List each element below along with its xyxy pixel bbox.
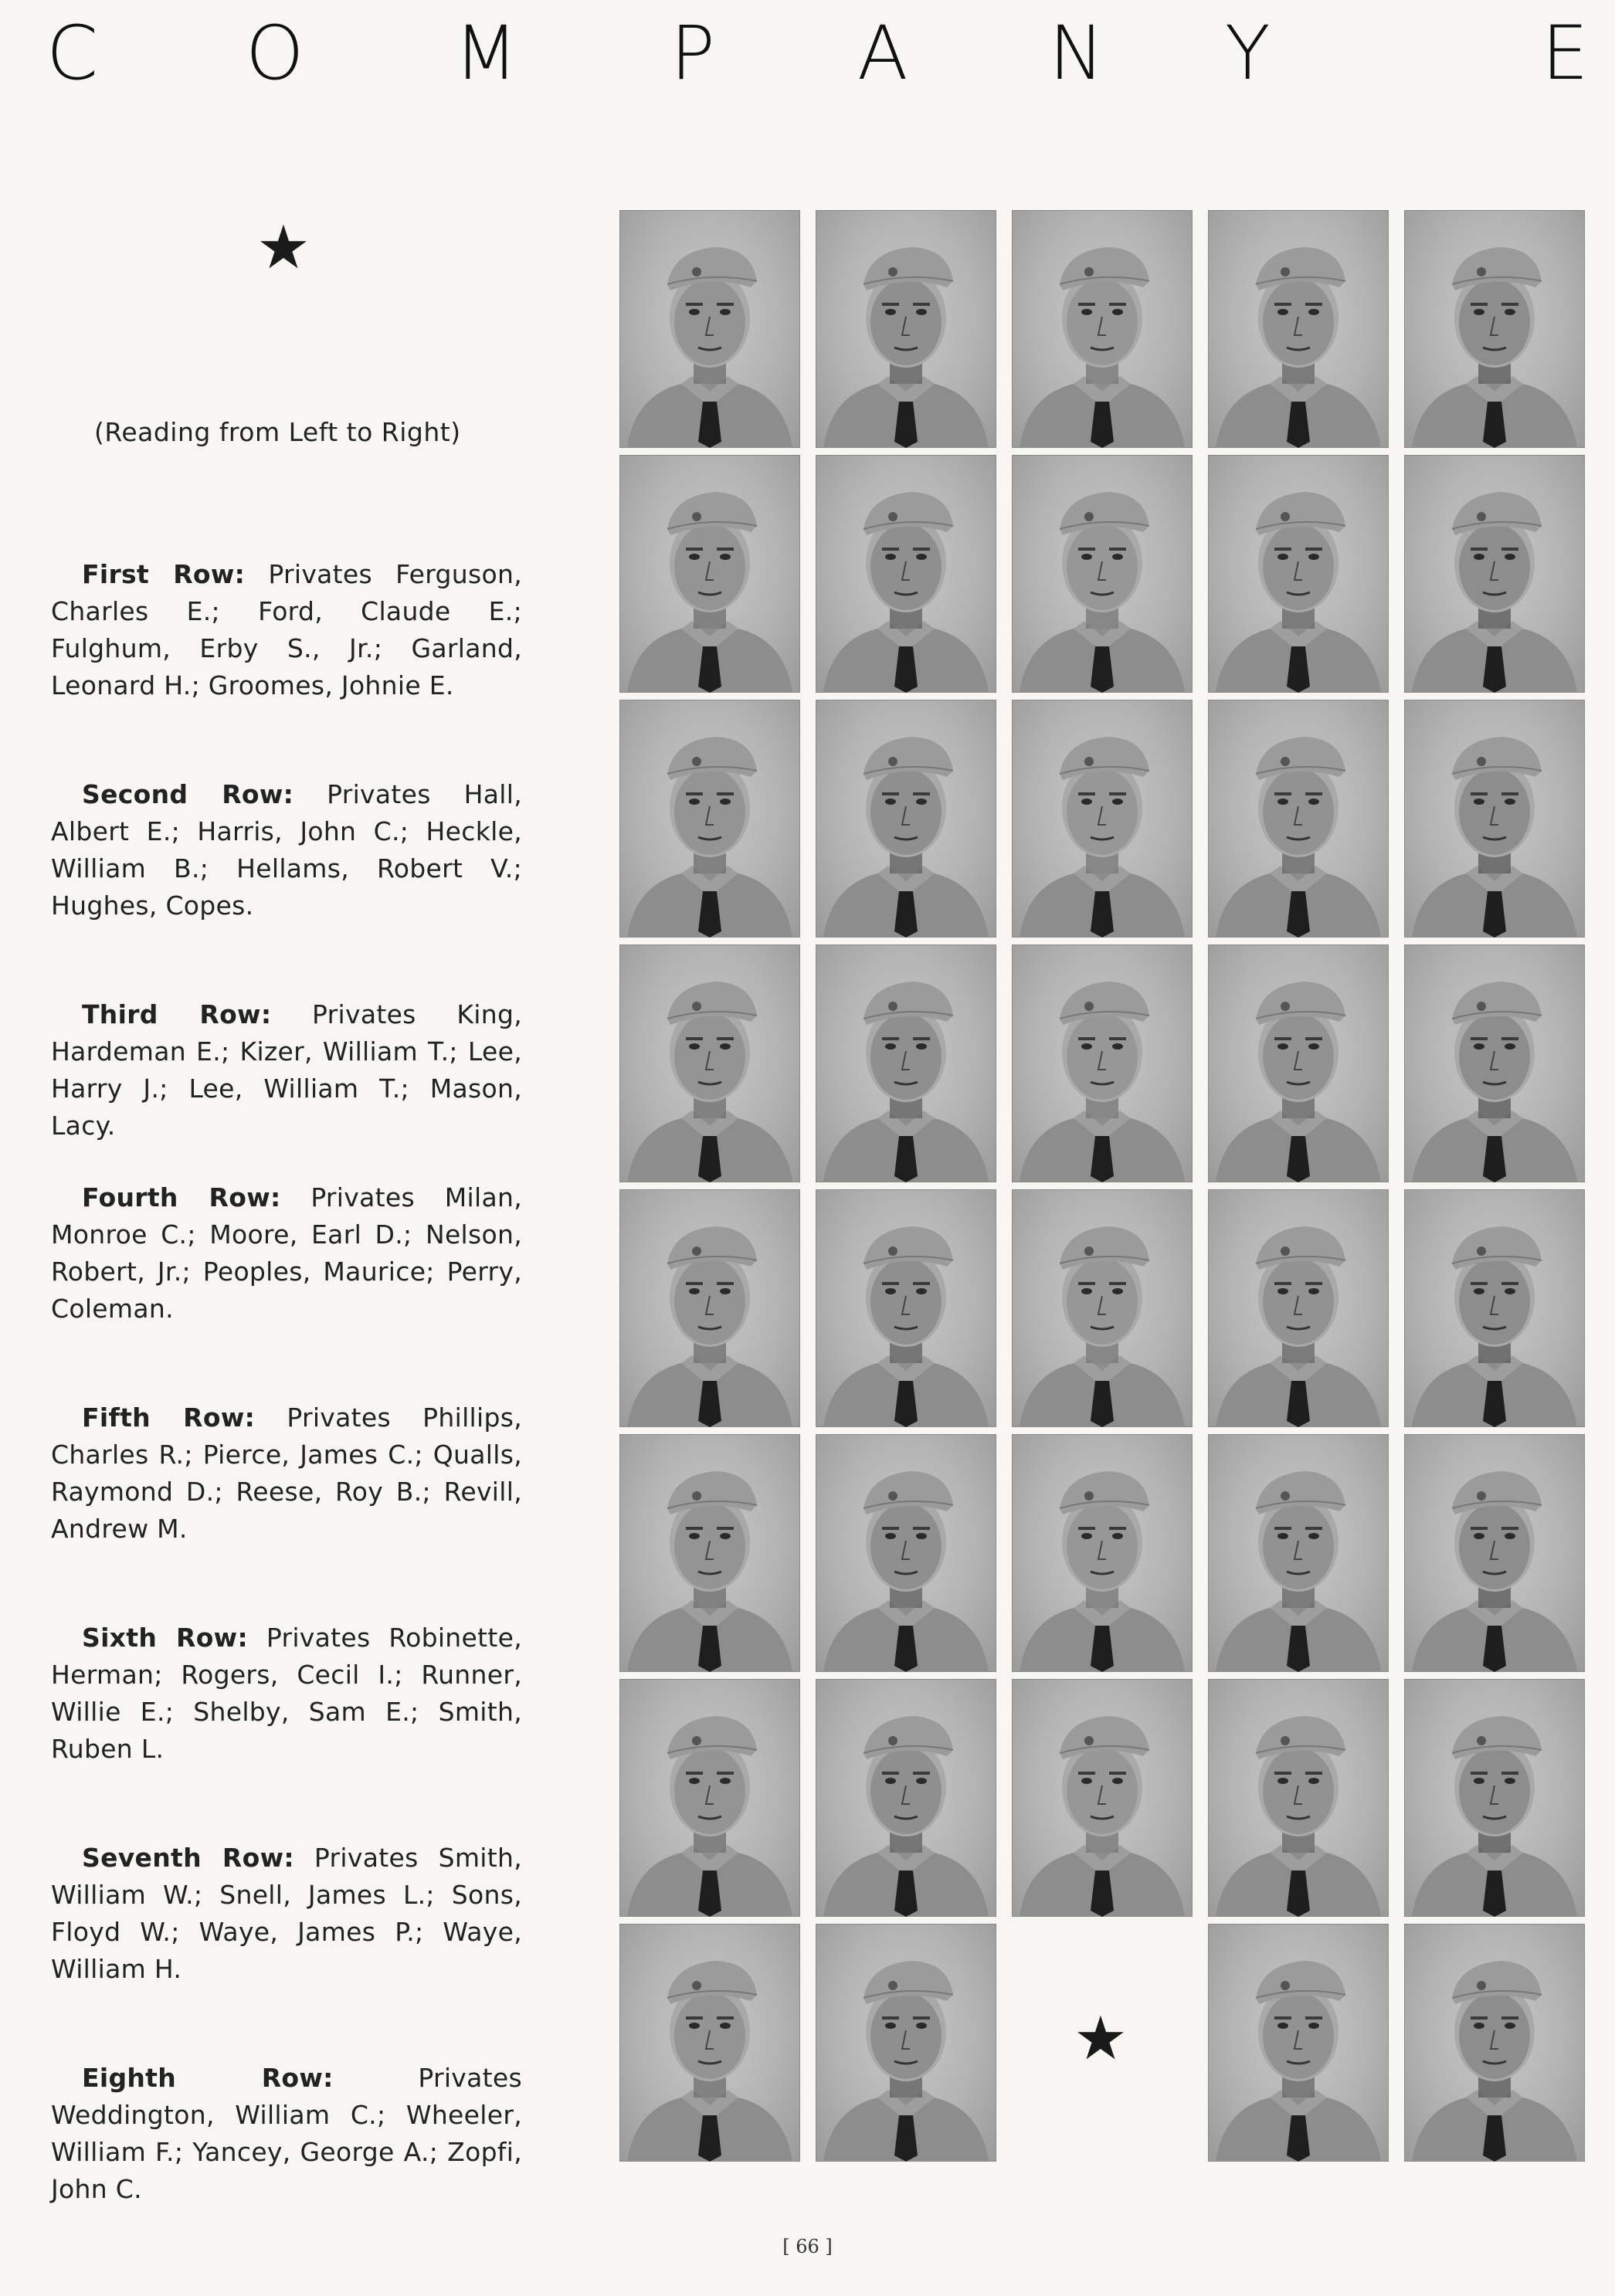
- soldier-portrait-icon: [619, 210, 800, 448]
- title-letter-p: P: [670, 10, 715, 97]
- title-letter-o: O: [246, 10, 304, 97]
- page-title: [0, 0, 1615, 108]
- row-names: Privates Robinette, Herman; Rogers, Cecil I.; Runner, Willie E.; Shelby, Sam E.; Smith, Ruben L.: [51, 1623, 522, 1764]
- caption-row-6: [51, 1619, 522, 1768]
- portrait-photo: [1208, 945, 1389, 1182]
- row-names: Privates Phillips, Charles R.; Pierce, James C.; Qualls, Raymond D.; Reese, Roy B.; Revill, Andrew M.: [51, 1402, 522, 1544]
- portrait-photo: [1404, 945, 1585, 1182]
- soldier-portrait-icon: [619, 1679, 800, 1917]
- soldier-portrait-icon: [1404, 700, 1585, 938]
- soldier-portrait-icon: [1208, 1679, 1389, 1917]
- portrait-photo: [619, 1434, 800, 1672]
- portrait-photo: [1208, 1189, 1389, 1427]
- caption-row-1: [51, 556, 522, 704]
- soldier-portrait-icon: [1404, 1434, 1585, 1672]
- row-label: Sixth Row:: [82, 1623, 248, 1653]
- row-label: Seventh Row:: [82, 1843, 294, 1873]
- soldier-portrait-icon: [619, 1924, 800, 2162]
- row-label: First Row:: [82, 559, 246, 589]
- soldier-portrait-icon: [1012, 210, 1193, 448]
- soldier-portrait-icon: [1012, 700, 1193, 938]
- portrait-photo: [1012, 210, 1193, 448]
- soldier-portrait-icon: [1208, 1189, 1389, 1427]
- title-letter-e: E: [1542, 10, 1589, 97]
- portrait-photo: [1012, 1189, 1193, 1427]
- portrait-photo: [1404, 700, 1585, 938]
- title-letter-c: C: [46, 10, 99, 97]
- portrait-photo: [1404, 1189, 1585, 1427]
- portrait-photo: [619, 455, 800, 693]
- portrait-photo: [1208, 700, 1389, 938]
- soldier-portrait-icon: [619, 1434, 800, 1672]
- soldier-portrait-icon: [816, 700, 996, 938]
- portrait-photo: [1404, 1924, 1585, 2162]
- portrait-photo: [1208, 455, 1389, 693]
- portrait-photo: [1012, 700, 1193, 938]
- star-placeholder-cell: [1012, 1924, 1193, 2162]
- soldier-portrait-icon: [1012, 1189, 1193, 1427]
- soldier-portrait-icon: [1208, 455, 1389, 693]
- soldier-portrait-icon: [619, 1189, 800, 1427]
- caption-row-3: [51, 996, 522, 1145]
- soldier-portrait-icon: [1404, 1679, 1585, 1917]
- portrait-photo: [1404, 210, 1585, 448]
- row-names: Privates Weddington, William C.; Wheeler, William F.; Yancey, George A.; Zopfi, John C.: [51, 2063, 522, 2204]
- soldier-portrait-icon: [1404, 1189, 1585, 1427]
- soldier-portrait-icon: [816, 210, 996, 448]
- title-letter-a: A: [857, 10, 908, 97]
- soldier-portrait-icon: [619, 945, 800, 1182]
- portrait-photo: [816, 1189, 996, 1427]
- caption-row-2: [51, 776, 522, 924]
- portrait-photo: [1208, 210, 1389, 448]
- row-label: Fourth Row:: [82, 1182, 281, 1212]
- soldier-portrait-icon: [1404, 210, 1585, 448]
- row-names: Privates King, Hardeman E.; Kizer, William T.; Lee, Harry J.; Lee, William T.; Mason, Lacy.: [51, 999, 523, 1141]
- portrait-photo: [816, 700, 996, 938]
- row-names: Privates Hall, Albert E.; Harris, John C.; Heckle, William B.; Hellams, Robert V.; Hughes, Copes.: [51, 779, 522, 921]
- row-label: Eighth Row:: [82, 2063, 334, 2093]
- soldier-portrait-icon: [816, 1189, 996, 1427]
- title-letter-y: Y: [1225, 10, 1271, 97]
- portrait-photo: [1208, 1679, 1389, 1917]
- portrait-photo: [1208, 1924, 1389, 2162]
- title-letter-n: N: [1049, 10, 1104, 97]
- portrait-photo: [1208, 1434, 1389, 1672]
- soldier-portrait-icon: [1208, 700, 1389, 938]
- soldier-portrait-icon: [1404, 455, 1585, 693]
- portrait-photo: [619, 210, 800, 448]
- row-names: Privates Smith, William W.; Snell, James L.; Sons, Floyd W.; Waye, James P.; Waye, William H.: [51, 1843, 522, 1984]
- soldier-portrait-icon: [619, 455, 800, 693]
- portrait-grid: [619, 210, 1615, 2176]
- portrait-photo: [816, 1679, 996, 1917]
- soldier-portrait-icon: [1012, 455, 1193, 693]
- soldier-portrait-icon: [1208, 1434, 1389, 1672]
- page-number: [ 66 ]: [782, 2236, 833, 2257]
- portrait-photo: [816, 455, 996, 693]
- portrait-photo: [619, 1189, 800, 1427]
- row-label: Second Row:: [82, 779, 294, 809]
- soldier-portrait-icon: [1208, 945, 1389, 1182]
- portrait-photo: [619, 1924, 800, 2162]
- portrait-photo: [1012, 1434, 1193, 1672]
- portrait-photo: [816, 1434, 996, 1672]
- soldier-portrait-icon: [1208, 210, 1389, 448]
- soldier-portrait-icon: [1404, 1924, 1585, 2162]
- portrait-photo: [1012, 945, 1193, 1182]
- caption-row-8: [51, 2060, 522, 2208]
- star-icon: ★: [1074, 2004, 1128, 2074]
- row-label: Third Row:: [82, 999, 272, 1029]
- reading-note: (Reading from Left to Right): [94, 417, 461, 447]
- portrait-photo: [619, 1679, 800, 1917]
- row-label: Fifth Row:: [82, 1402, 256, 1433]
- soldier-portrait-icon: [816, 1679, 996, 1917]
- soldier-portrait-icon: [1012, 1679, 1193, 1917]
- portrait-photo: [619, 700, 800, 938]
- portrait-photo: [816, 945, 996, 1182]
- soldier-portrait-icon: [1404, 945, 1585, 1182]
- caption-row-7: [51, 1840, 522, 1988]
- portrait-photo: [619, 945, 800, 1182]
- soldier-portrait-icon: [816, 1924, 996, 2162]
- soldier-portrait-icon: [1012, 945, 1193, 1182]
- row-names: Privates Ferguson, Charles E.; Ford, Claude E.; Fulghum, Erby S., Jr.; Garland, Leonard H.; Groomes, Johnie E.: [51, 559, 522, 700]
- soldier-portrait-icon: [619, 700, 800, 938]
- portrait-photo: [1012, 1679, 1193, 1917]
- title-letter-m: M: [454, 10, 518, 97]
- soldier-portrait-icon: [816, 945, 996, 1182]
- row-names: Privates Milan, Monroe C.; Moore, Earl D.; Nelson, Robert, Jr.; Peoples, Maurice; Perry, Coleman.: [51, 1182, 523, 1324]
- portrait-photo: [816, 1924, 996, 2162]
- star-icon: ★: [256, 213, 310, 283]
- portrait-photo: [1404, 1679, 1585, 1917]
- portrait-photo: [1404, 455, 1585, 693]
- soldier-portrait-icon: [1208, 1924, 1389, 2162]
- soldier-portrait-icon: [816, 1434, 996, 1672]
- caption-row-4: [51, 1179, 522, 1328]
- portrait-photo: [816, 210, 996, 448]
- soldier-portrait-icon: [1012, 1434, 1193, 1672]
- soldier-portrait-icon: [816, 455, 996, 693]
- portrait-photo: [1404, 1434, 1585, 1672]
- portrait-photo: [1012, 455, 1193, 693]
- caption-row-5: [51, 1399, 522, 1548]
